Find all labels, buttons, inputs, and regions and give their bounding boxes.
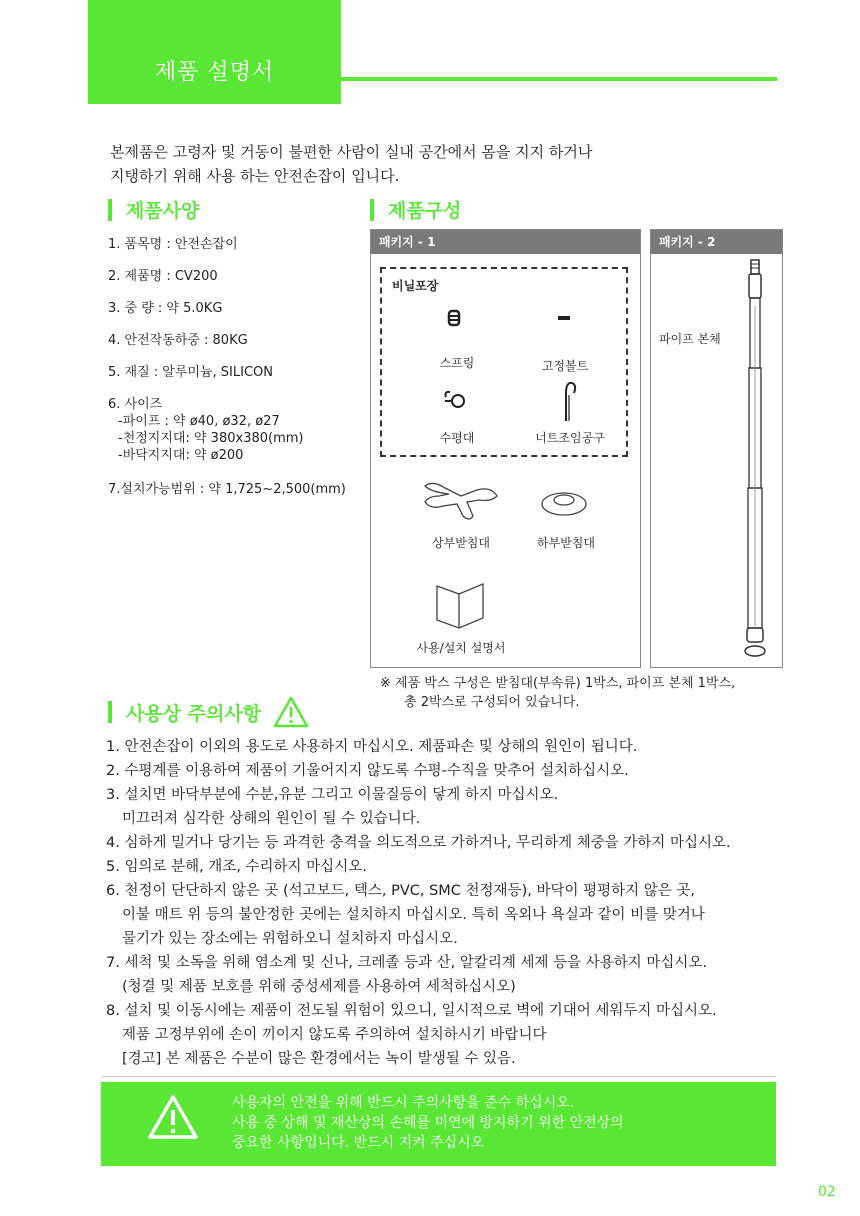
note-line-2: 총 2박스로 구성되어 있습니다.	[404, 695, 580, 710]
spec-item-size	[108, 396, 358, 464]
cautions-heading-text: 사용상 주의사항	[126, 702, 262, 725]
caution-divider	[101, 1076, 776, 1077]
warning-line-3: 중요한 사항입니다. 반드시 지켜 주십시오	[232, 1135, 485, 1151]
spec-size-title: 6. 사이즈	[108, 397, 163, 412]
warning-text	[232, 1093, 624, 1153]
caution-line: 3. 설치면 바닥부분에 수분,유분 그리고 이물질등이 닿게 하지 마십시오.	[106, 787, 559, 803]
caution-warning-line: [경고] 본 제품은 수분이 많은 환경에서는 녹이 발생될 수 있음.	[122, 1051, 516, 1067]
heading-bar	[108, 701, 112, 723]
nut-tool-icon	[558, 379, 578, 423]
warning-line-1: 사용자의 안전을 위해 반드시 주의사항을 준수 하십시오.	[232, 1095, 575, 1111]
warning-triangle-icon	[273, 696, 309, 728]
heading-bar	[370, 199, 374, 221]
spec-range: 7.설치가능범위 : 약 1,725~2,500(mm)	[108, 482, 346, 497]
manual-icon	[435, 578, 487, 630]
caution-line: 1. 안전손잡이 이외의 용도로 사용하지 마십시오. 제품파손 및 상해의 원인이 됩니다.	[106, 739, 638, 755]
components-heading-text: 제품구성	[388, 200, 462, 222]
box-note	[380, 674, 800, 712]
caution-line: (청결 및 제품 보호를 위해 중성세제를 사용하여 세척하십시오)	[122, 979, 516, 995]
bolt-icon	[557, 313, 571, 323]
specs-heading	[108, 196, 199, 223]
specs-heading-text: 제품사양	[126, 200, 200, 222]
page-title: 제품 설명서	[154, 60, 275, 85]
upper-support-icon	[421, 476, 501, 524]
spec-size-pipe: -파이프 : 약 ø40, ø32, ø27	[118, 414, 280, 429]
spec-item: 2. 제품명 : CV200	[108, 269, 218, 284]
package-2-panel	[650, 229, 783, 668]
spec-item: 4. 안전작동하중 : 80KG	[108, 333, 248, 348]
spec-item: 5. 재질 : 알루미늄, SILICON	[108, 365, 273, 380]
package-2-header: 패키지 - 2	[651, 230, 782, 254]
cautions-list	[106, 735, 826, 1071]
components-heading	[370, 196, 461, 223]
pipe-body-icon	[741, 256, 769, 666]
spec-item: 3. 중 량 : 약 5.0KG	[108, 301, 223, 316]
warning-triangle-icon	[147, 1094, 199, 1140]
title-banner	[88, 0, 341, 104]
note-line-1: ※ 제품 박스 구성은 받침대(부속류) 1박스, 파이프 본체 1박스,	[380, 676, 736, 691]
warning-banner-underline	[101, 1162, 776, 1166]
lower-support-icon	[539, 486, 589, 518]
caution-line: 4. 심하게 밀거나 당기는 등 과격한 충격을 의도적으로 가하거나, 무리하게 체중을 가하지 마십시오.	[106, 835, 731, 851]
package-1-panel	[370, 229, 641, 668]
intro-text	[110, 140, 730, 188]
caution-line: 미끄러져 심각한 상해의 원인이 될 수 있습니다.	[122, 811, 421, 827]
caution-line: 7. 세척 및 소독을 위해 염소계 및 신나, 크레졸 등과 산, 알칼리계 세제 등을 사용하지 마십시오.	[106, 955, 708, 971]
lower-support-label: 하부받침대	[537, 536, 595, 550]
caution-line: 2. 수평계를 이용하여 제품이 기울어지지 않도록 수평-수직을 맞추어 설치하십시오.	[106, 763, 629, 779]
warning-line-2: 사용 중 상해 및 재산상의 손해를 미연에 방지하기 위한 안전상의	[232, 1115, 624, 1131]
spring-icon	[446, 309, 462, 327]
caution-line: 제품 고정부위에 손이 끼이지 않도록 주의하여 설치하시기 바랍니다	[122, 1027, 547, 1043]
manual-label: 사용/설치 설명서	[416, 641, 506, 655]
caution-line: 8. 설치 및 이동시에는 제품이 전도될 위험이 있으니, 일시적으로 벽에 기대어 세워두지 마십시오.	[106, 1003, 717, 1019]
intro-line-1: 본제품은 고령자 및 거동이 불편한 사람이 실내 공간에서 몸을 지지 하거나	[110, 143, 593, 161]
package-1-header: 패키지 - 1	[371, 230, 640, 254]
spec-size-floor: -바닥지지대: 약 ø200	[118, 448, 244, 463]
intro-line-2: 지탱하기 위해 사용 하는 안전손잡이 입니다.	[110, 167, 400, 185]
cautions-heading	[108, 696, 309, 728]
level-label: 수평대	[439, 431, 475, 445]
title-underline	[341, 77, 777, 81]
spec-item: 1. 품목명 : 안전손잡이	[108, 237, 238, 252]
caution-line: 이불 매트 위 등의 불안정한 곳에는 설치하지 마십시오. 특히 옥외나 욕실과 같이 비를 맞거나	[122, 907, 705, 923]
bolt-label: 고정볼트	[541, 359, 589, 373]
specs-list	[108, 236, 358, 513]
vinyl-pack-label: 비닐포장	[392, 279, 439, 293]
spring-label: 스프링	[439, 356, 475, 370]
level-icon	[442, 389, 470, 411]
tool-label: 너트조임공구	[535, 431, 605, 445]
caution-line: 물기가 있는 장소에는 위험하오니 설치하지 마십시오.	[122, 931, 458, 947]
caution-line: 6. 천정이 단단하지 않은 곳 (석고보드, 텍스, PVC, SMC 천정재등), 바닥이 평평하지 않은 곳,	[106, 883, 695, 899]
pipe-label: 파이프 본체	[659, 332, 721, 346]
upper-support-label: 상부받침대	[432, 536, 490, 550]
page-number: 02	[818, 1184, 836, 1200]
vinyl-pack-box	[380, 267, 628, 457]
spec-size-ceiling: -천정지지대: 약 380x380(mm)	[118, 431, 304, 446]
heading-bar	[108, 199, 112, 221]
caution-line: 5. 임의로 분해, 개조, 수리하지 마십시오.	[106, 859, 367, 875]
